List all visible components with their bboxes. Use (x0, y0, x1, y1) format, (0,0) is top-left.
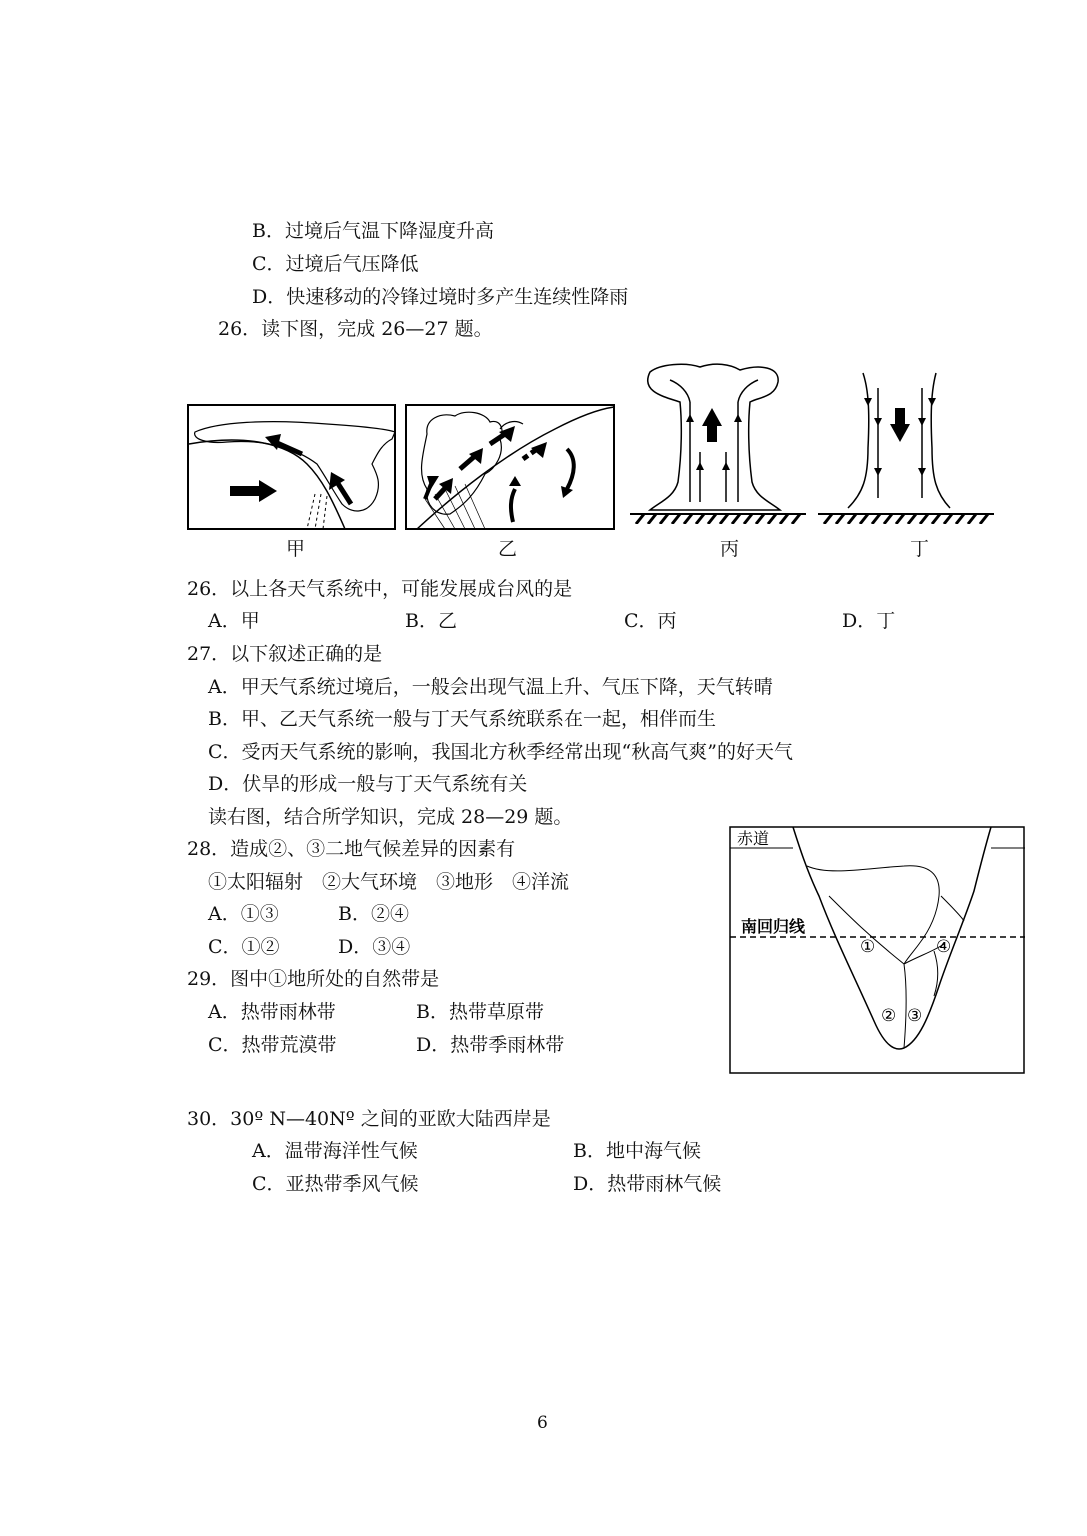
q29-option-b: B．热带草原带 (416, 1001, 544, 1023)
q28-option-a: A．①③ (208, 903, 279, 925)
q27-option-c: C．受丙天气系统的影响，我国北方秋季经常出现“秋高气爽”的好天气 (208, 741, 793, 763)
weather-system-bing-diagram (630, 362, 806, 524)
q29-option-c: C．热带荒漠带 (208, 1034, 337, 1056)
q25-option-d: D．快速移动的冷锋过境时多产生连续性降雨 (252, 286, 629, 308)
q30-option-b: B．地中海气候 (573, 1140, 701, 1162)
q28-29-intro: 读右图，结合所学知识，完成 28—29 题。 (208, 806, 573, 828)
q30-option-a: A．温带海洋性气候 (252, 1140, 418, 1162)
q28-option-d: D．③④ (338, 936, 411, 958)
q30-stem: 30．30º N—40Nº 之间的亚欧大陆西岸是 (187, 1108, 551, 1130)
q27-option-b: B．甲、乙天气系统一般与丁天气系统联系在一起，相伴而生 (208, 708, 716, 730)
q30-option-c: C．亚热带季风气候 (252, 1173, 419, 1195)
q28-option-b: B．②④ (338, 903, 409, 925)
q29-option-a: A．热带雨林带 (208, 1001, 336, 1023)
caption-jia: 甲 (286, 538, 306, 560)
region-1-label: ① (860, 937, 876, 957)
region-2-label: ② (881, 1006, 897, 1026)
q29-stem: 29．图中①地所处的自然带是 (187, 968, 440, 990)
equator-label: 赤道 (737, 829, 770, 848)
q26-option-a: A．甲 (208, 610, 260, 632)
q26-27-intro: 26．读下图，完成 26—27 题。 (218, 318, 493, 340)
southern-continent-map (729, 826, 1026, 1075)
weather-system-ding-diagram (818, 368, 994, 524)
q25-option-b: B．过境后气温下降湿度升高 (252, 220, 494, 242)
q29-option-d: D．热带季雨林带 (416, 1034, 565, 1056)
caption-ding: 丁 (910, 538, 930, 560)
region-3-label: ③ (907, 1006, 923, 1026)
q26-option-d: D．丁 (842, 610, 896, 632)
q27-stem: 27．以下叙述正确的是 (187, 643, 383, 665)
region-4-label: ④ (936, 937, 952, 957)
q28-option-c: C．①② (208, 936, 280, 958)
tropic-of-capricorn-label: 南回归线 (741, 917, 806, 936)
q26-option-b: B．乙 (405, 610, 457, 632)
q27-option-d: D．伏旱的形成一般与丁天气系统有关 (208, 773, 528, 795)
page-number: 6 (537, 1413, 548, 1433)
caption-yi: 乙 (498, 538, 518, 560)
q28-factors: ①太阳辐射 ②大气环境 ③地形 ④洋流 (208, 871, 570, 893)
caption-bing: 丙 (720, 538, 740, 560)
q26-option-c: C．丙 (624, 610, 677, 632)
q28-stem: 28．造成②、③二地气候差异的因素有 (187, 838, 516, 860)
q27-option-a: A．甲天气系统过境后，一般会出现气温上升、气压下降，天气转晴 (208, 676, 773, 698)
weather-system-jia-diagram (187, 404, 397, 531)
q30-option-d: D．热带雨林气候 (573, 1173, 722, 1195)
q26-stem: 26．以上各天气系统中，可能发展成台风的是 (187, 578, 573, 600)
weather-system-yi-diagram (405, 404, 616, 531)
q25-option-c: C．过境后气压降低 (252, 253, 419, 275)
